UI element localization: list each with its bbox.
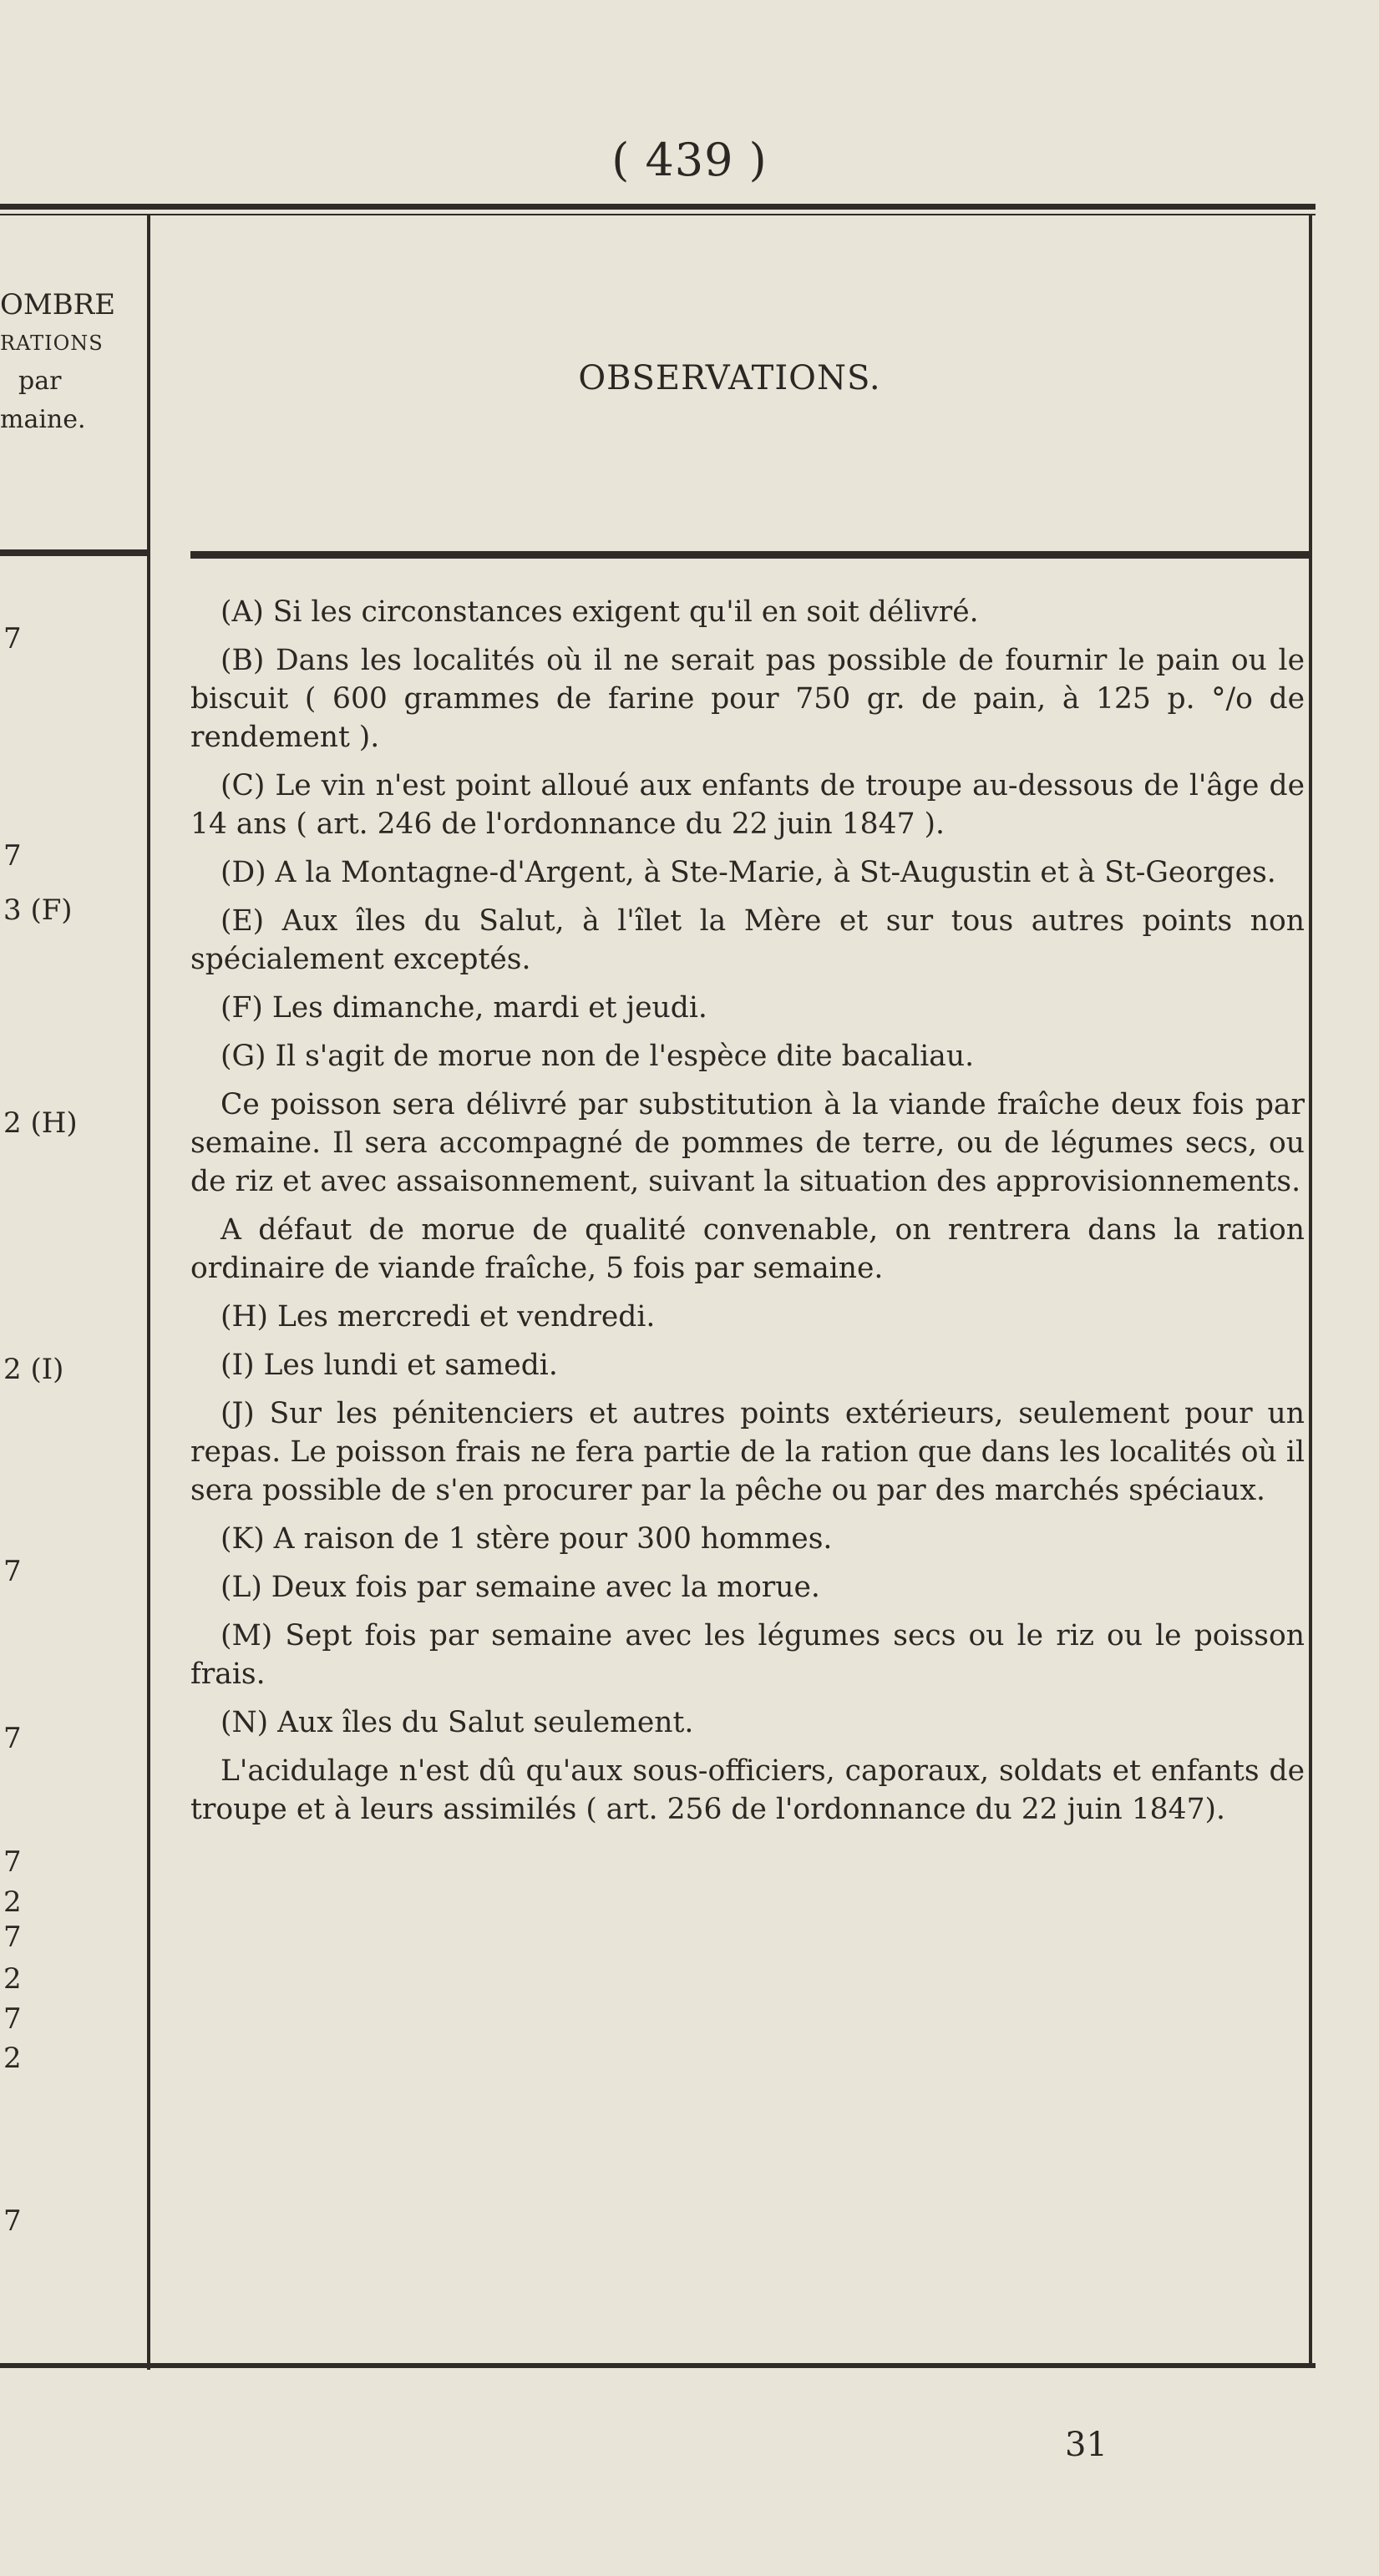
observation-n: (N) Aux îles du Salut seulement. <box>221 1706 694 1739</box>
observation-e: (E) Aux îles du Salut, à l'îlet la Mère et sur tous autres points non spécialement exceptés. <box>190 904 1305 976</box>
observations-title: OBSERVATIONS. <box>578 359 881 397</box>
left-number: 2 <box>3 2042 22 2075</box>
left-number: 7 <box>3 1722 22 1755</box>
observation-m: (M) Sept fois par semaine avec les légumes secs ou le riz ou le poisson frais. <box>190 1619 1305 1691</box>
observation-h: (H) Les mercredi et vendredi. <box>221 1300 656 1334</box>
left-heading-rule <box>0 549 147 556</box>
left-number: 7 <box>3 622 22 655</box>
left-number: 7 <box>3 2204 22 2238</box>
observation-a: (A) Si les circonstances exigent qu'il en soit délivré. <box>221 595 979 629</box>
column-divider <box>147 215 150 2370</box>
left-heading-line: maine. <box>0 405 86 434</box>
left-heading-line: par <box>18 367 62 396</box>
page-number: 31 <box>1065 2426 1108 2464</box>
observation-f: (F) Les dimanche, mardi et jeudi. <box>221 991 707 1025</box>
left-column-heading <box>0 286 147 439</box>
observation-g: (G) Il s'agit de morue non de l'espèce dite bacaliau. <box>221 1040 975 1073</box>
left-number: 7 <box>3 1921 22 1954</box>
left-number: 7 <box>3 839 22 873</box>
left-number: 2 <box>3 1885 22 1919</box>
left-number: 2 <box>3 1962 22 1996</box>
left-number: 7 <box>3 1845 22 1879</box>
top-rule <box>0 204 1316 210</box>
left-number: 3 (F) <box>3 893 73 927</box>
left-number: 7 <box>3 2002 22 2036</box>
observation-acidulage: L'acidulage n'est dû qu'aux sous-officiers, caporaux, soldats et enfants de troupe et à leurs assimilés ( art. 256 de l'ordonnance du 22 juin 1847). <box>190 1754 1305 1826</box>
observation-g-default: A défaut de morue de qualité convenable, on rentrera dans la ration ordinaire de viande fraîche, 5 fois par semaine. <box>190 1213 1305 1285</box>
observation-d: (D) A la Montagne-d'Argent, à Ste-Marie, à St-Augustin et à St-Georges. <box>221 856 1276 889</box>
observation-g-continued: Ce poisson sera délivré par substitution à la viande fraîche deux fois par semaine. Il sera accompagné de pommes de terre, ou de légumes secs, ou de riz et avec assaisonnement, suivant la situation des approvisionnements. <box>190 1088 1305 1198</box>
observation-b: (B) Dans les localités où il ne serait pas possible de fournir le pain ou le biscuit ( 600 grammes de farine pour 750 gr. de pain, à 125 p. °/o de rendement ). <box>190 644 1305 754</box>
left-number: 2 (H) <box>3 1106 78 1140</box>
left-heading-line: RATIONS <box>0 331 104 355</box>
observation-c: (C) Le vin n'est point alloué aux enfants de troupe au-dessous de l'âge de 14 ans ( art. 246 de l'ordonnance du 22 juin 1847 ). <box>190 769 1305 841</box>
top-rule-thin <box>0 214 1316 215</box>
observation-i: (I) Les lundi et samedi. <box>221 1349 558 1382</box>
left-number: 7 <box>3 1555 22 1588</box>
left-heading-line: OMBRE <box>0 288 116 321</box>
observation-l: (L) Deux fois par semaine avec la morue. <box>221 1571 820 1604</box>
observation-j: (J) Sur les pénitenciers et autres points extérieurs, seulement pour un repas. Le poisson frais ne fera partie de la ration que dans les localités où il sera possible de s'en procurer par la pêche ou par des marchés spéciaux. <box>190 1397 1305 1507</box>
observation-k: (K) A raison de 1 stère pour 300 hommes. <box>221 1522 833 1556</box>
right-border <box>1309 215 1312 2366</box>
bottom-rule <box>0 2363 1316 2368</box>
observations-body <box>190 593 1305 1839</box>
page-header: ( 439 ) <box>611 134 768 186</box>
observations-rule <box>190 551 1309 559</box>
left-number: 2 (I) <box>3 1353 64 1386</box>
